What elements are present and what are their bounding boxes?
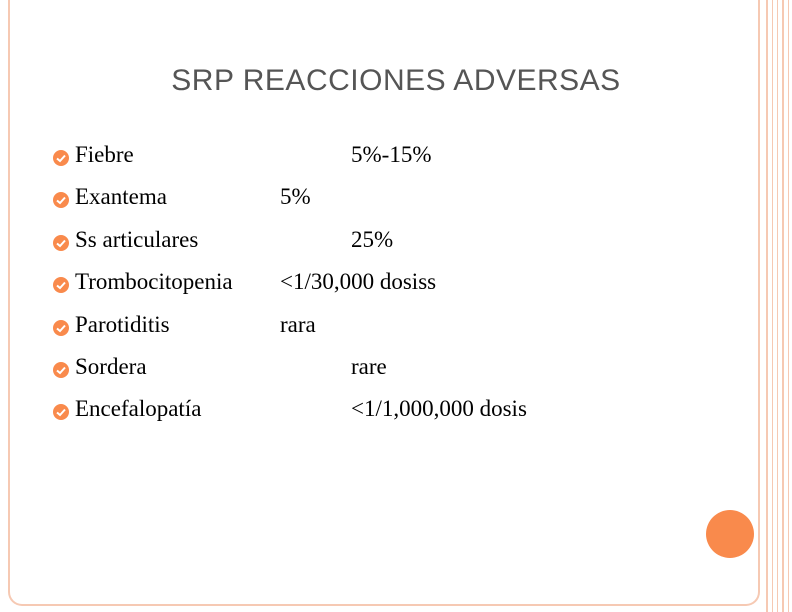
item-label: Ss articulares (75, 227, 199, 252)
checkmark-bullet-icon (52, 403, 70, 421)
item-label: Exantema (75, 184, 167, 209)
checkmark-bullet-icon (52, 319, 70, 337)
item-label: Encefalopatía (75, 396, 202, 421)
item-value: rare (351, 354, 387, 379)
slide-title: SRP REACCIONES ADVERSAS (171, 64, 621, 97)
item-value: 25% (351, 227, 394, 252)
item-value: rara (280, 312, 316, 337)
checkmark-bullet-icon (52, 234, 70, 252)
item-label: Fiebre (75, 142, 134, 167)
item-label: Trombocitopenia (75, 269, 233, 294)
checkmark-bullet-icon (52, 149, 70, 167)
checkmark-bullet-icon (52, 276, 70, 294)
checkmark-bullet-icon (52, 361, 70, 379)
item-value: 5% (280, 184, 311, 209)
checkmark-bullet-icon (52, 191, 70, 209)
item-label: Sordera (75, 354, 147, 379)
item-value: 5%-15% (351, 142, 432, 167)
item-value: <1/1,000,000 dosis (351, 396, 527, 421)
item-value: <1/30,000 dosiss (280, 269, 437, 294)
decorative-circle (706, 510, 754, 558)
item-label: Parotiditis (75, 312, 170, 337)
